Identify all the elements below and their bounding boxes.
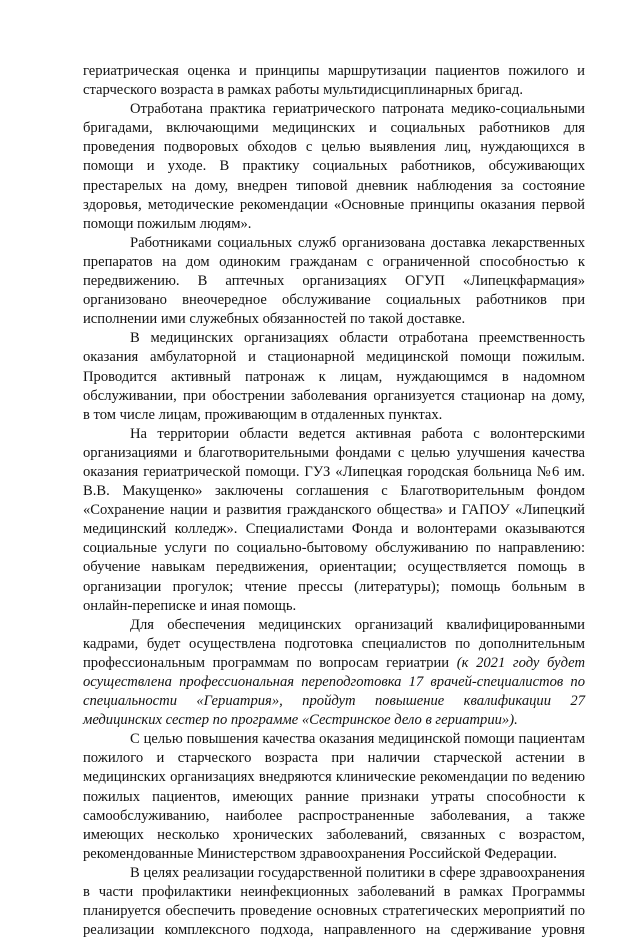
text-line bbox=[83, 826, 585, 845]
text-line bbox=[83, 425, 585, 444]
text-segment: В.В. Макущенко» заключены соглашения с Благотворительным фондом bbox=[83, 483, 585, 500]
text-line bbox=[83, 310, 585, 329]
text-segment: в части профилактики неинфекционных заболеваний в рамках Программы bbox=[83, 884, 585, 901]
text-line bbox=[83, 711, 585, 730]
text-segment: Для обеспечения медицинских организаций квалифицированными bbox=[130, 616, 585, 633]
text-segment: имеющих несколько хронических заболеваний, связанных с возрастом, bbox=[83, 826, 585, 843]
text-line bbox=[83, 501, 585, 520]
text-segment: организациями и благотворительными фондами с целью улучшения качества bbox=[83, 444, 585, 461]
text-line bbox=[83, 272, 585, 291]
text-segment: организовано внеочередное обслуживание социальных работников при bbox=[83, 292, 585, 309]
text-line bbox=[83, 62, 585, 81]
text-segment: проведения подворовых обходов с целью выявления лиц, нуждающихся в bbox=[83, 139, 585, 156]
italic-text-segment: (к 2021 году будет bbox=[456, 654, 585, 671]
paragraph bbox=[83, 234, 585, 329]
italic-text-segment: медицинских сестер по программе «Сестринское дело в гериатрии»). bbox=[83, 712, 518, 729]
text-segment: Проводится активный патронаж к лицам, нуждающимся в надомном bbox=[83, 368, 585, 385]
text-line bbox=[83, 100, 585, 119]
text-segment: На территории области ведется активная работа с волонтерскими bbox=[130, 425, 585, 442]
text-segment: медицинских организациях внедряются клинические рекомендации по ведению bbox=[83, 769, 585, 786]
text-line bbox=[83, 444, 585, 463]
text-line bbox=[83, 119, 585, 138]
text-line bbox=[83, 654, 585, 673]
text-line bbox=[83, 215, 585, 234]
text-line bbox=[83, 883, 585, 902]
text-segment: помощи пожилым людям». bbox=[83, 215, 252, 232]
text-segment: препаратов на дом одиноким гражданам с ограниченной способностью к bbox=[83, 253, 585, 270]
text-line bbox=[83, 482, 585, 501]
text-line bbox=[83, 329, 585, 348]
text-segment: престарелых на дому, внедрен типовой дневник наблюдения за состояние bbox=[83, 177, 585, 194]
text-segment: медицинский колледж». Специалистами Фонда и волонтерами оказываются bbox=[83, 521, 585, 538]
italic-text-segment: осуществлена профессиональная переподготовка 17 врачей-специалистов по bbox=[83, 674, 585, 690]
text-segment: обучение навыкам передвижения, ориентации; осуществляется помощь в bbox=[83, 559, 585, 576]
text-line bbox=[83, 463, 585, 482]
text-segment: Отработана практика гериатрического патроната медико-социальными bbox=[130, 101, 585, 118]
text-line bbox=[83, 387, 585, 406]
text-segment: профессиональным программам по вопросам гериатрии bbox=[83, 654, 457, 671]
text-line bbox=[83, 157, 585, 176]
text-line bbox=[83, 234, 585, 253]
text-line bbox=[83, 368, 585, 387]
paragraph bbox=[83, 329, 585, 424]
text-line bbox=[83, 788, 585, 807]
text-segment: обслуживании, при обострении заболевания организуется стационар на дому, bbox=[83, 387, 585, 404]
text-segment: онлайн-переписке и иная помощь. bbox=[83, 597, 297, 614]
paragraph bbox=[83, 730, 585, 864]
text-segment: С целью повышения качества оказания медицинской помощи пациентам bbox=[130, 731, 585, 748]
text-segment: Работниками социальных служб организована доставка лекарственных bbox=[130, 234, 585, 251]
text-segment: гериатрическая оценка и принципы маршрутизации пациентов пожилого и bbox=[83, 63, 585, 79]
paragraph bbox=[83, 425, 585, 616]
italic-text-segment: специальности «Гериатрия», пройдут повышение квалификации 27 bbox=[83, 693, 585, 710]
text-line bbox=[83, 616, 585, 635]
text-line bbox=[83, 539, 585, 558]
text-line bbox=[83, 291, 585, 310]
text-line bbox=[83, 635, 585, 654]
paragraph bbox=[83, 616, 585, 731]
text-segment: организации прогулок; чтение прессы (литературы); помощь больным в bbox=[83, 578, 585, 595]
text-line bbox=[83, 845, 585, 864]
text-line bbox=[83, 749, 585, 768]
text-segment: самообслуживанию, наиболее распространенные заболевания, а также bbox=[83, 807, 585, 824]
text-line bbox=[83, 81, 585, 100]
text-segment: В медицинских организациях области отработана преемственность bbox=[130, 330, 585, 347]
document-body bbox=[83, 62, 585, 940]
text-line bbox=[83, 138, 585, 157]
text-line bbox=[83, 520, 585, 539]
text-line bbox=[83, 730, 585, 749]
text-line bbox=[83, 196, 585, 215]
text-line bbox=[83, 692, 585, 711]
text-line bbox=[83, 597, 585, 616]
text-segment: «Сохранение нации и развития гражданского общества» и ГАПОУ «Липецкий bbox=[83, 502, 585, 519]
text-line bbox=[83, 406, 585, 425]
paragraph bbox=[83, 100, 585, 234]
text-segment: рекомендованные Министерством здравоохранения Российской Федерации. bbox=[83, 845, 557, 862]
text-segment: помощи и уходе. В практику социальных работников, обсуживающих bbox=[83, 158, 585, 175]
text-segment: здоровья, методические рекомендации «Основные принципы оказания первой bbox=[83, 196, 585, 213]
text-line bbox=[83, 177, 585, 196]
text-segment: социальные услуги по социально-бытовому обслуживанию по направлению: bbox=[83, 540, 585, 557]
text-line bbox=[83, 921, 585, 940]
text-line bbox=[83, 253, 585, 272]
text-segment: В целях реализации государственной политики в сфере здравоохранения bbox=[130, 864, 585, 881]
text-line bbox=[83, 768, 585, 787]
text-line bbox=[83, 673, 585, 692]
text-segment: планируется обеспечить проведение основных стратегических мероприятий по bbox=[83, 903, 585, 920]
text-segment: исполнении ими служебных обязанностей по такой доставке. bbox=[83, 311, 466, 328]
paragraph bbox=[83, 864, 585, 940]
text-segment: старческого возраста в рамках работы мультидисциплинарных бригад. bbox=[83, 82, 523, 99]
text-segment: оказания гериатрической помощи. ГУЗ «Липецкая городская больница №6 им. bbox=[83, 463, 585, 480]
text-line bbox=[83, 864, 585, 883]
text-line bbox=[83, 558, 585, 577]
text-segment: в том числе лицам, проживающим в отдаленных пунктах. bbox=[83, 406, 443, 423]
text-segment: пожилого и старческого возраста при наличии старческой астении в bbox=[83, 750, 585, 767]
text-segment: кадрами, будет осуществлена подготовка специалистов по дополнительным bbox=[83, 635, 585, 652]
text-segment: бригадами, включающими медицинских и социальных работников для bbox=[83, 120, 585, 137]
text-segment: реализации комплексного подхода, направленного на сдерживание уровня bbox=[83, 922, 585, 939]
text-line bbox=[83, 348, 585, 367]
paragraph bbox=[83, 62, 585, 100]
text-line bbox=[83, 807, 585, 826]
text-line bbox=[83, 578, 585, 597]
text-segment: пожилых пациентов, имеющих ранние признаки утраты способности к bbox=[83, 788, 585, 805]
text-segment: оказания амбулаторной и стационарной медицинской помощи пожилым. bbox=[83, 349, 585, 366]
text-segment: передвижению. В аптечных организациях ОГУП «Липецкфармация» bbox=[83, 273, 585, 290]
